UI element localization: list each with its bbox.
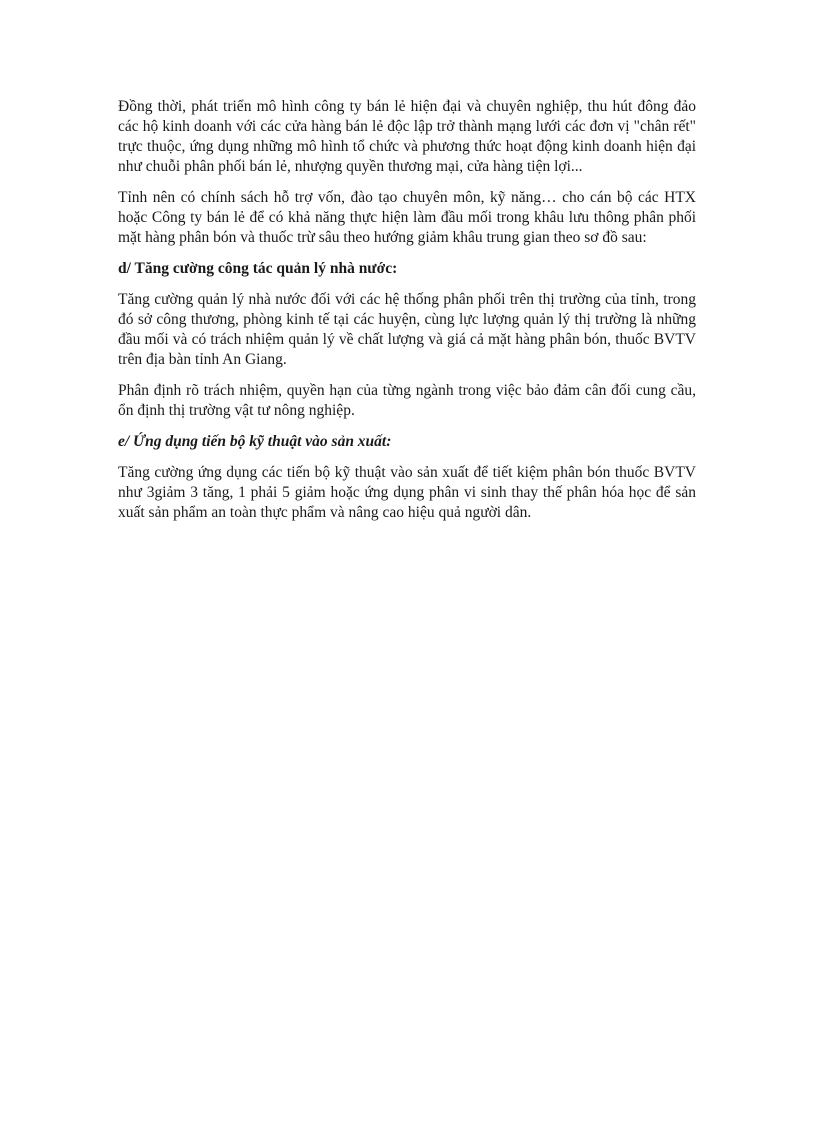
section-heading-d: d/ Tăng cường công tác quản lý nhà nước: [118,260,398,277]
paragraph-responsibilities: Phân định rõ trách nhiệm, quyền hạn của từng ngành trong việc bảo đảm cân đối cung cầu, ổn định thị trường vật tư nông nghiệp. [118,382,696,419]
paragraph-capital-support: Tỉnh nên có chính sách hỗ trợ vốn, đào tạo chuyên môn, kỹ năng… cho cán bộ các HTX hoặc Công ty bán lẻ để có khả năng thực hiện làm đầu mối trong khâu lưu thông phân phối mặt hàng phân bón và thuốc trừ sâu theo hướng giảm khâu trung gian theo sơ đồ sau: [118,189,696,246]
paragraph-retail-model: Đồng thời, phát triển mô hình công ty bán lẻ hiện đại và chuyên nghiệp, thu hút đông đảo các hộ kinh doanh với các cửa hàng bán lẻ độc lập trở thành mạng lưới các đơn vị "chân rết" trực thuộc, ứng dụng những mô hình tổ chức và phương thức hoạt động kinh doanh hiện đại như chuỗi phân phối bán lẻ, nhượng quyền thương mại, cửa hàng tiện lợi... [118,98,696,175]
section-heading-e: e/ Ứng dụng tiến bộ kỹ thuật vào sản xuất: [118,433,392,450]
paragraph-state-management: Tăng cường quản lý nhà nước đối với các hệ thống phân phối trên thị trường của tỉnh, trong đó sở công thương, phòng kinh tế tại các huyện, cùng lực lượng quản lý thị trường là những đầu mối và có trách nhiệm quản lý về chất lượng và giá cả mặt hàng phân bón, thuốc BVTV trên địa bàn tỉnh An Giang. [118,291,696,368]
document-page [118,97,696,534]
paragraph-technical-progress: Tăng cường ứng dụng các tiến bộ kỹ thuật vào sản xuất để tiết kiệm phân bón thuốc BVTV như 3giảm 3 tăng, 1 phải 5 giảm hoặc ứng dụng phân vi sinh thay thế phân hóa học để sản xuất sản phẩm an toàn thực phẩm và nâng cao hiệu quả người dân. [118,464,696,521]
